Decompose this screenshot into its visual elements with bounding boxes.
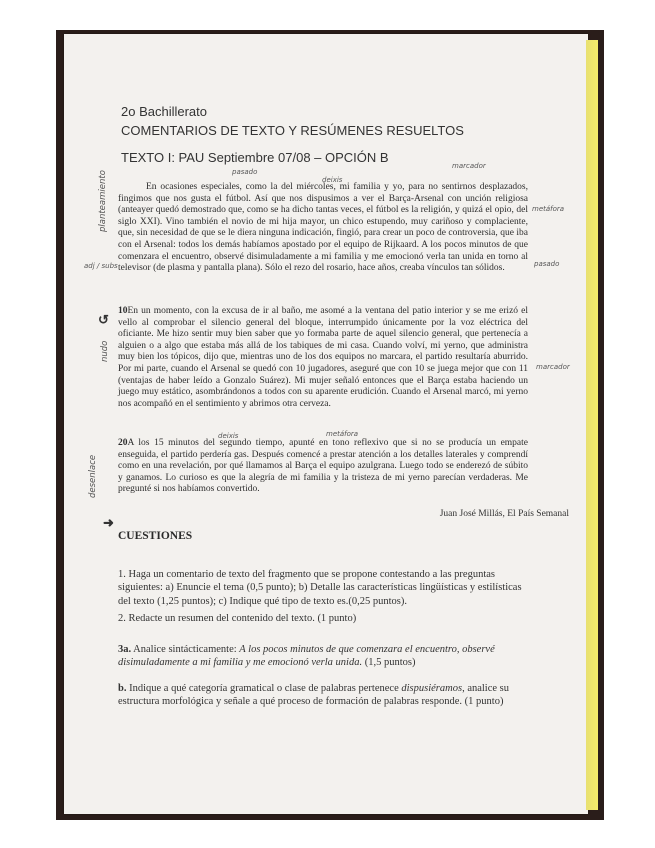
course-label: 2o Bachillerato: [121, 104, 207, 119]
annotation-metafora-2: metáfora: [326, 430, 359, 438]
question-3b-label: b.: [118, 683, 127, 694]
annotation-metafora-1: metáfora: [532, 205, 565, 213]
question-3a: [118, 643, 530, 670]
question-3b: [118, 682, 530, 709]
question-2: 2. Redacte un resumen del contenido del texto. (1 punto): [118, 613, 357, 624]
paragraph-3: [118, 438, 528, 496]
annotation-marcador-1: marcador: [452, 162, 486, 170]
author-signature: Juan José Millás, El País Semanal: [439, 509, 569, 519]
questions-heading: CUESTIONES: [118, 530, 193, 542]
annotation-deixis-1: deixis: [322, 176, 343, 184]
question-1: 1. Haga un comentario de texto del fragmento que se propone contestando a las preguntas siguientes: a) Enuncie el tema (0,5 punto); b) Detalle las características lingüísticas y estilísticas del texto (1,25 puntos); c) Indique qué tipo de texto es.(0,25 puntos).: [118, 569, 522, 607]
question-3b-word: dispusiéramos: [401, 683, 463, 694]
annotation-deixis-2: deixis: [218, 432, 239, 440]
annotation-pasado-1: pasado: [232, 168, 258, 176]
annotation-desenlace: desenlace: [88, 454, 98, 498]
pen-mark-arrow-icon: ➜: [103, 515, 114, 530]
question-3b-rest: , analice su estructura morfológica y señale a qué proceso de formación de palabras responde. (1 punto): [118, 683, 509, 708]
question-3a-quote: A los pocos minutos de que comenzara el encuentro, observé disimuladamente a mi familia y me emocionó verla unida.: [118, 644, 495, 669]
annotation-adj-subs: adj / subs: [84, 262, 118, 270]
line-number-10: 10: [118, 306, 128, 316]
paragraph-2-text: En un momento, con la excusa de ir al baño, me asomé a la ventana del patio interior y se me erizó el vello al comprobar el silencio general del bloque, interrumpido únicamente por la voz eléctrica del oficiante. Me hizo sentir muy bien saber que yo formaba parte de aquel silencio general, que pertenecía a alguien o a algo que estaba más allá de los tabiques de mi casa. Cuando volví, mi yerno, que administra muy bien los tópicos, dijo que, mientras uno de los dos equipos no marcara, el partido resultaría aburrido. Por mi parte, cuando el Arsenal se quedó con 10 jugadores, aseguré que con 10 se juega mejor que con 11 (ventajas de haber leído a Gonzalo Suárez). Mi mujer señaló entonces que el Barça estaba haciendo un juego muy estático, asombrándonos a todos con su aparente erudición. Cuando el Arsenal marcó, mi yerno nos acompañó en el sentimiento y abrimos otra cerveza.: [118, 306, 528, 409]
paragraph-1: En ocasiones especiales, como la del miércoles, mi familia y yo, para no sentirnos desplazados, fingimos que nos gusta el fútbol. Así que nos dispusimos a ver el Barça-Arsenal con unción religiosa (anteayer quedó demostrado que, como se ha dicho tantas veces, el fútbol es la religión, y quizá el opio, del siglo XXI). Vino también el novio de mi hija mayor, un chico estupendo, muy cariñoso y complaciente, que, sin necesidad de que se le diera ninguna indicación, fingió, para crear un poco de controversia, que iba con el Arsenal: todos los demás habíamos apostado por el equipo de Rijkaard. A los pocos minutos de que comenzara el encuentro, observé disimuladamente a mi familia y me emocionó verla tan unida en torno al televisor (de plasma y pantalla plana). Sólo el rezo del rosario, hace años, creaba vínculos tan sólidos.: [118, 182, 528, 274]
question-3a-points: (1,5 puntos): [362, 657, 416, 669]
document-title: COMENTARIOS DE TEXTO Y RESÚMENES RESUELTOS: [121, 123, 464, 138]
yellow-page-edge: [586, 40, 598, 810]
question-3b-text: Indique a qué categoría gramatical o clase de palabras pertenece: [126, 683, 402, 694]
paragraph-2: [118, 306, 528, 410]
line-number-20: 20: [118, 438, 128, 448]
text-heading: TEXTO I: PAU Septiembre 07/08 – OPCIÓN B: [121, 150, 389, 165]
annotation-marcador-2: marcador: [536, 363, 570, 371]
annotation-planteamiento: planteamiento: [98, 170, 108, 232]
annotation-nudo: nudo: [100, 340, 110, 362]
pen-mark-icon: ↺: [98, 312, 109, 327]
paragraph-3-text: A los 15 minutos del segundo tiempo, apunté en tono reflexivo que si no se producía un empate enseguida, el partido perdería gas. Después comencé a prestar atención a los detalles laterales y comprendí como en una revelación, por qué llamamos al Barça el equipo azulgrana. Luego todo se enderezó de súbito y ganamos. Lo curioso es que la alegría de mi familia y la tristeza de mi yerno parecían verdaderas. Me pregunté si nos habíamos convertido.: [118, 438, 528, 495]
annotation-pasado-2: pasado: [534, 260, 560, 268]
question-3a-text: Analice sintácticamente:: [131, 644, 240, 655]
question-3a-label: 3a.: [118, 644, 132, 655]
